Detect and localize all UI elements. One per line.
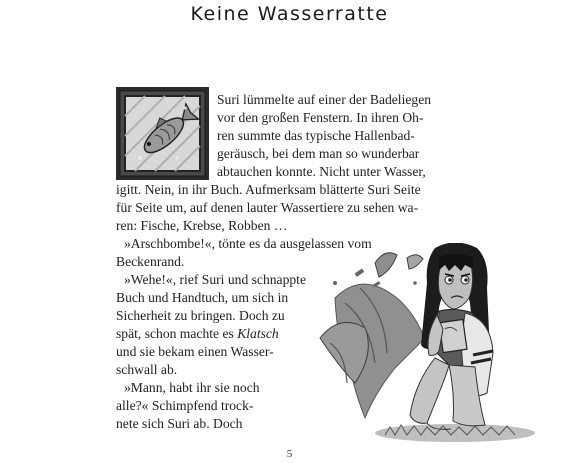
text-line: »Wehe!«, rief Suri und schnappte [124,272,306,287]
text-line: alle?« Schimpfend trock- [116,398,254,413]
text-line: nete sich Suri ab. Doch [116,416,243,431]
girl-illustration-icon [315,243,550,448]
text-span: spät, schon machte es [116,326,238,341]
text-line: und sie bekam einen Wasser- [116,344,274,359]
emphasis-klatsch: Klatsch [237,326,279,341]
text-line: igitt. Nein, in ihr Buch. Aufmerksam blätterte Suri Seite [116,182,421,197]
text-line: »Arschbombe!«, tönte es da ausgelassen vom [124,236,372,251]
text-line [116,326,279,342]
text-line: geräusch, bei dem man so wunderbar [217,146,420,161]
text-line: Buch und Handtuch, um sich in [116,290,289,305]
text-line: ren summte das typische Hallenbad- [217,128,415,143]
text-line: Sicherheit zu bringen. Doch zu [116,308,285,323]
text-line: Suri lümmelte auf einer der Badeliegen [217,92,432,107]
text-line: abtauchen konnte. Nicht unter Wasser, [217,164,426,179]
text-line: ren: Fische, Krebse, Robben … [116,218,288,233]
text-line: »Mann, habt ihr sie noch [124,380,260,395]
chapter-title: Keine Wasserratte [190,3,389,25]
text-line: vor den großen Fenstern. In ihren Oh- [217,110,424,125]
text-line: schwall ab. [116,362,178,377]
girl-splash-illustration [315,243,550,448]
text-line: für Seite um, auf denen lauter Wassertiere zu sehen wa- [116,200,419,215]
page-number: 5 [286,448,293,460]
text-line: Beckenrand. [116,254,185,269]
